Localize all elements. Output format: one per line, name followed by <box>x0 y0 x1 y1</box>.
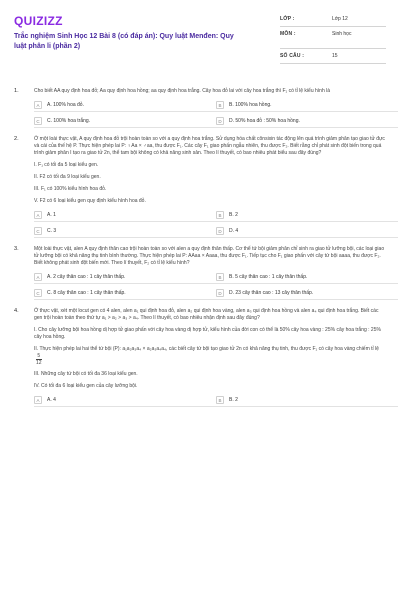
meta-key: MÔN : <box>280 31 296 37</box>
option-grid <box>34 273 386 300</box>
option-text: B. 2 <box>229 397 238 404</box>
meta-value: 15 <box>332 53 338 59</box>
statement: II. F2 có tối đa 9 loại kiểu gen. <box>34 174 101 180</box>
option-text: B. 5 cây thân cao : 1 cây thân thấp. <box>229 274 308 281</box>
page-title: Trắc nghiệm Sinh Học 12 Bài 8 (có đáp án): Quy luật Menđen: Quy luật phân li (phần 2) <box>14 33 234 50</box>
quizizz-logo: QUIZIZZ <box>14 14 63 28</box>
question-number: 4. <box>14 308 19 314</box>
option-letter: C <box>34 289 42 297</box>
option-text: A. 2 cây thân cao : 1 cây thân thấp. <box>47 274 126 281</box>
question-1 <box>14 88 386 128</box>
option-letter: A <box>34 101 42 109</box>
question-text: Cho biết AA quy định hoa đỏ; Aa quy định hoa hồng; aa quy định hoa trắng. Cây hoa đỏ lai với cây hoa trắng thì F₁ có tỉ lệ kiểu hình là <box>34 88 331 94</box>
option-text: A. 1 <box>47 212 56 219</box>
option-b[interactable] <box>216 101 398 112</box>
option-d[interactable] <box>216 227 398 238</box>
option-letter: A <box>34 273 42 281</box>
question-number: 3. <box>14 246 19 252</box>
quiz-meta <box>280 12 386 64</box>
meta-value: Sinh học <box>332 31 352 37</box>
question-text: Ở thực vật, xét một locut gen có 4 alen, alen a₁ qui định hoa đỏ, alen a₂ qui định hoa vàng, alen a₃ qui định hoa hồng và alen a₄ qui định hoa trắng. Biết các gen trội hoàn toàn theo thứ tự a₁ > a₂ > a₃ > a₄. Theo lí thuyết, có bao nhiêu nhận định sau đây đúng? <box>34 308 379 321</box>
option-letter: A <box>34 211 42 219</box>
statement: IV. Có tối đa 6 loại kiểu gen của cây lưỡng bội. <box>34 383 138 389</box>
question-2 <box>14 136 386 238</box>
option-letter: B <box>216 211 224 219</box>
option-letter: C <box>34 117 42 125</box>
fraction-denominator: 12 <box>36 360 42 366</box>
option-text: C. 3 <box>47 228 57 235</box>
option-d[interactable] <box>216 117 398 128</box>
option-b[interactable] <box>216 273 398 284</box>
option-text: C. 8 cây thân cao : 1 cây thân thấp. <box>47 290 126 297</box>
statement: I. Cho cây lưỡng bội hoa hồng dị hợp tử giao phấn với cây hoa vàng dị hợp tử, kiểu hình của đời con có thể là 50% cây hoa vàng : 25% cây hoa trắng : 25% cây hoa hồng. <box>34 327 381 340</box>
option-a[interactable] <box>34 211 216 222</box>
option-letter: B <box>216 273 224 281</box>
statement: III. Những cây tứ bội có tối đa 36 loại kiểu gen. <box>34 371 138 377</box>
option-grid <box>34 211 386 238</box>
page-header <box>14 12 386 70</box>
option-text: B. 2 <box>229 212 238 219</box>
statement: V. F2 có 6 loại kiểu gen quy định kiểu hình hoa đỏ. <box>34 198 146 204</box>
option-d[interactable] <box>216 289 398 300</box>
option-a[interactable] <box>34 396 216 407</box>
option-c[interactable] <box>34 289 216 300</box>
option-letter: D <box>216 227 224 235</box>
option-b[interactable] <box>216 211 398 222</box>
statement-text: II. Thực hiện phép lai hai thể tứ bội (P): a₁a₂a₃a₄ × a₂a₃a₄a₄, các biết cây tứ bội tạo giao tử 2n có khả năng thụ tinh, thu được F₁ có cây hoa vàng chiếm tỉ lệ <box>34 346 379 352</box>
question-number: 2. <box>14 136 19 142</box>
statement <box>34 346 386 366</box>
question-text: Ở một loài thực vật, A quy định hoa đỏ trội hoàn toàn so với a quy định hoa trắng. Sử dụng hóa chất cônsixin tác động lên quá trình giảm phân tạo giao tử đực và cái của thế hệ P. Thực hiện phép lai P: ♀Aa × ♂aa, thu được F₁. Các cây F₁ giao phấn ngẫu nhiên, thu được F₂. Biết rằng chỉ phát sinh đột biến trong quá trình giảm phân I tạo ra giao tử 2n, thể tam bội không có khả năng sinh sản. Theo lí thuyết, có bao nhiêu phát biểu sau đây đúng? <box>34 136 385 156</box>
meta-key: SỐ CÂU : <box>280 53 305 59</box>
option-text: D. 4 <box>229 228 239 235</box>
option-a[interactable] <box>34 101 216 112</box>
meta-subject <box>280 27 386 49</box>
option-text: B. 100% hoa hồng. <box>229 102 272 109</box>
option-letter: B <box>216 396 224 404</box>
fraction-numerator: 5 <box>37 353 41 359</box>
statement: III. F₁ có 100% kiểu hình hoa đỏ. <box>34 186 107 192</box>
option-c[interactable] <box>34 227 216 238</box>
option-text: A. 100% hoa đỏ. <box>47 102 84 109</box>
question-list <box>14 88 386 415</box>
option-text: C. 100% hoa trắng. <box>47 118 91 125</box>
meta-key: LỚP : <box>280 16 295 22</box>
option-c[interactable] <box>34 117 216 128</box>
option-letter: D <box>216 289 224 297</box>
meta-count <box>280 49 386 64</box>
question-text: Một loài thực vật, alen A quy định thân cao trội hoàn toàn so với alen a quy định thân thấp. Cơ thể tứ bội giảm phân chỉ sinh ra giao tử lưỡng bội, các loại giao tử lưỡng bội có khả năng thụ tinh bình thường. Thực hiện phép lai P: AAaa × Aaaa, thu được F₁. Tiếp tục cho F₁ giao phấn với cây tứ bội aaaa, thu được F₂. Biết không phát sinh đột biến mới. Theo lí thuyết, F₂ có tỉ lệ kiểu hình? <box>34 246 385 266</box>
meta-value: Lớp 12 <box>332 16 348 22</box>
option-letter: B <box>216 101 224 109</box>
fraction <box>36 353 42 366</box>
option-b[interactable] <box>216 396 398 407</box>
option-grid <box>34 101 386 128</box>
statement: I. F₁ có tối đa 5 loại kiểu gen. <box>34 162 99 168</box>
question-4 <box>14 308 386 407</box>
meta-grade <box>280 12 386 27</box>
option-text: A. 4 <box>47 397 56 404</box>
option-text: D. 23 cây thân cao : 13 cây thân thấp. <box>229 290 314 297</box>
option-a[interactable] <box>34 273 216 284</box>
question-number: 1. <box>14 88 19 94</box>
option-letter: D <box>216 117 224 125</box>
option-letter: C <box>34 227 42 235</box>
option-grid <box>34 396 386 407</box>
option-letter: A <box>34 396 42 404</box>
question-3 <box>14 246 386 300</box>
option-text: D. 50% hoa đỏ : 50% hoa hồng. <box>229 118 300 125</box>
